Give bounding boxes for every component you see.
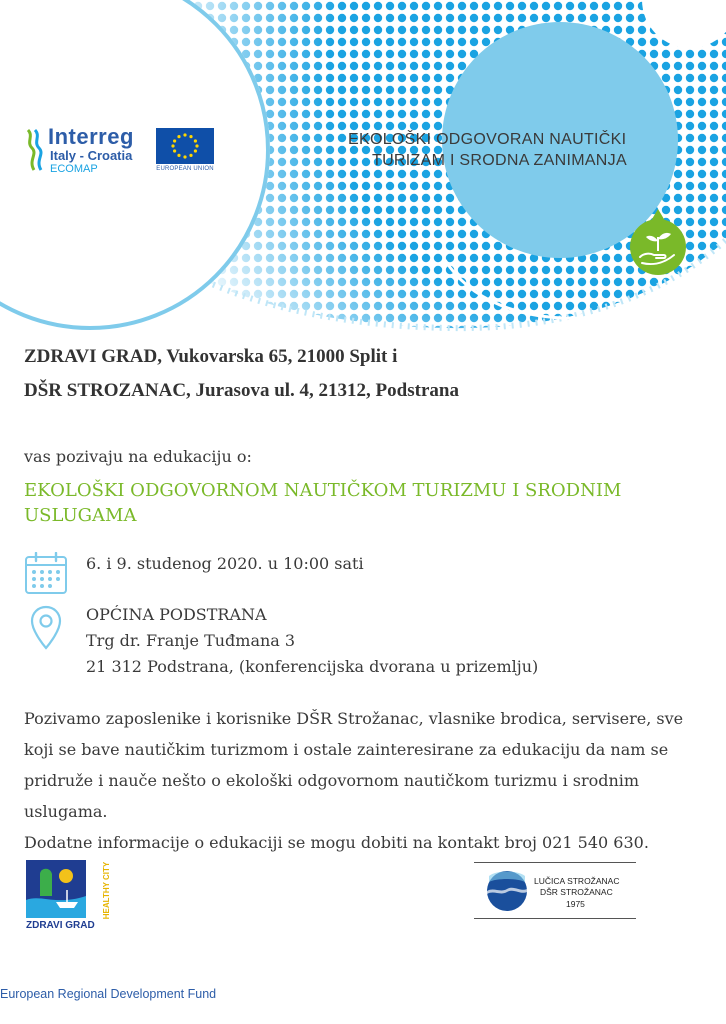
zdravi-grad-emblem-icon xyxy=(26,860,86,918)
location-line-1: OPĆINA PODSTRANA xyxy=(86,605,267,624)
healthy-city-text: HEALTHY CITY xyxy=(102,861,112,920)
description-line-3: pridruže i nauče nešto o ekološki odgovornom nautičkom turizmu i srodnim xyxy=(24,771,640,790)
eu-flag-icon xyxy=(156,128,214,164)
contact-info: Dodatne informacije o edukaciji se mogu dobiti na kontakt broj 021 540 630. xyxy=(24,833,649,852)
plant-in-hand-icon xyxy=(628,207,688,277)
invite-title-line2: USLUGAMA xyxy=(24,505,137,526)
logo-bottom-rule xyxy=(474,918,636,919)
location-line-2: Trg dr. Franje Tuđmana 3 xyxy=(86,631,296,650)
description-line-1: Pozivamo zaposlenike i korisnike DŠR Strožanac, vlasnike brodica, servisere, sve xyxy=(24,709,684,728)
invite-title-line1: EKOLOŠKI ODGOVORNOM NAUTIČKOM TURIZMU I SRODNIM xyxy=(24,480,622,501)
description-line-2: koji se bave nautičkim turizmom i ostale zainteresirane za edukaciju da nam se xyxy=(24,740,669,759)
calendar-icon xyxy=(24,552,68,596)
interreg-name: Interreg xyxy=(48,124,134,149)
interreg-project: ECOMAP xyxy=(50,163,98,175)
interreg-logo xyxy=(24,124,224,180)
organizer-line-2: DŠR STROZANAC, Jurasova ul. 4, 21312, Podstrana xyxy=(24,380,459,401)
project-title-line2: TURIZAM I SRODNA ZANIMANJA xyxy=(372,152,627,169)
logo-top-rule xyxy=(474,862,636,863)
invite-intro: vas pozivaju na edukaciju o: xyxy=(24,447,252,466)
location-pin-icon xyxy=(30,605,62,651)
lucica-strozanac-logo xyxy=(474,860,636,922)
description-line-4: uslugama. xyxy=(24,802,108,821)
lucica-line-2: DŠR STROŽANAC xyxy=(540,887,613,897)
interreg-wave-mark-icon xyxy=(24,128,44,172)
lucica-line-3: 1975 xyxy=(566,899,585,909)
eu-label: EUROPEAN UNION xyxy=(156,166,214,172)
event-date: 6. i 9. studenog 2020. u 10:00 sati xyxy=(86,554,364,573)
zdravi-grad-logo xyxy=(26,860,112,932)
location-line-3: 21 312 Podstrana, (konferencijska dvorana u prizemlju) xyxy=(86,657,539,676)
organizer-line-1: ZDRAVI GRAD, Vukovarska 65, 21000 Split i xyxy=(24,346,398,367)
footer-fund-text: European Regional Development Fund xyxy=(0,987,217,1001)
project-title-line1: EKOLOŠKI ODGOVORAN NAUTIČKI xyxy=(348,131,627,148)
zdravi-grad-label: ZDRAVI GRAD xyxy=(26,920,95,931)
sea-emblem-icon xyxy=(486,870,528,912)
lucica-line-1: LUČICA STROŽANAC xyxy=(534,876,620,886)
interreg-region: Italy - Croatia xyxy=(50,148,133,163)
